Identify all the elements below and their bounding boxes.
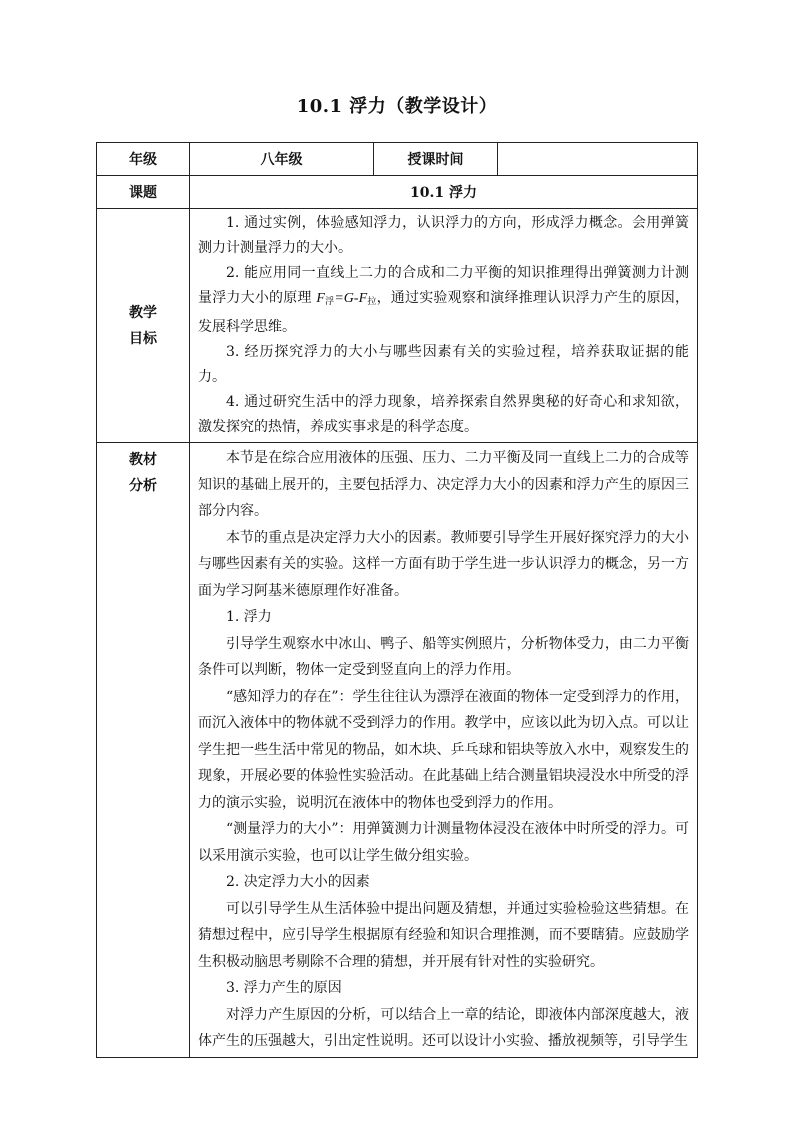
objectives-row [97,209,698,443]
analysis-paragraph: 引导学生观察水中冰山、鸭子、船等实例照片，分析物体受力，由二力平衡条件可以判断，物体一定受到竖直向上的浮力作用。 [198,635,689,678]
analysis-label-line1: 教材 [129,452,157,468]
objective-2: 2. 能应用同一直线上二力的合成和二力平衡的知识推理得出弹簧测力计测量浮力大小的原理 $F_浮=G-F_拉$，通过实验观察和演绎推理认识浮力产生的原因，发展科学思维。 [198,265,690,335]
topic-label: 课题 [97,176,190,209]
analysis-paragraph: 对浮力产生原因的分析，可以结合上一章的结论，即液体内部深度越大，液体产生的压强越大，引出定性说明。还可以设计小实验、播放视频等，引导学生 [198,1006,689,1049]
grade-label: 年级 [97,143,190,176]
analysis-label-line2: 分析 [129,478,157,494]
document-title: 10.1 浮力（教学设计） [296,96,498,117]
analysis-heading: 1. 浮力 [226,609,272,625]
analysis-heading: 2. 决定浮力大小的因素 [226,874,370,890]
topic-value: 10.1 浮力 [190,176,698,209]
analysis-row [97,443,698,1058]
time-value[interactable] [498,143,698,176]
analysis-heading: 3. 浮力产生的原因 [226,980,342,996]
formula-eq: =G-F [334,291,368,306]
analysis-paragraph: 本节的重点是决定浮力大小的因素。教师要引导学生开展好探究浮力的大小与哪些因素有关的实验。这样一方面有助于学生进一步认识浮力的概念，另一方面为学习阿基米德原理作好准备。 [198,529,689,599]
analysis-content [190,443,698,1058]
objectives-content [190,209,698,443]
analysis-paragraph: “感知浮力的存在”：学生往往认为漂浮在液面的物体一定受到浮力的作用，而沉入液体中的物体就不受到浮力的作用。教学中，应该以此为切入点。可以让学生把一些生活中常见的物品，如木块、乒乓球和铝块等放入水中，观察发生的现象，开展必要的体验性实验活动。在此基础上结合测量铝块浸没水中所受的浮力的演示实验，说明沉在液体中的物体也受到浮力的作用。 [198,688,689,811]
analysis-paragraph: 本节是在综合应用液体的压强、压力、二力平衡及同一直线上二力的合成等知识的基础上展开的，主要包括浮力、决定浮力大小的因素和浮力产生的原因三部分内容。 [198,450,689,519]
analysis-label [97,443,190,1058]
objective-4: 4. 通过研究生活中的浮力现象，培养探索自然界奥秘的好奇心和求知欲，激发探究的热情，养成实事求是的科学态度。 [198,394,689,435]
analysis-paragraph: “测量浮力的大小”：用弹簧测力计测量物体浸没在液体中时所受的浮力。可以采用演示实验，也可以让学生做分组实验。 [198,821,689,864]
objectives-label-line2: 目标 [129,330,157,347]
lesson-plan-table [96,142,698,1058]
time-label: 授课时间 [374,143,498,176]
grade-row [97,143,698,176]
analysis-paragraph: 可以引导学生从生活体验中提出问题及猜想，并通过实验检验这些猜想。在猜想过程中，应引导学生根据原有经验和知识合理推测，而不要瞎猜。应鼓励学生积极动脑思考剔除不合理的猜想，并开展有针对性的实验研究。 [198,900,689,970]
objectives-label [97,209,190,443]
grade-value: 八年级 [190,143,374,176]
topic-row [97,176,698,209]
objectives-label-line1: 教学 [129,304,157,321]
objective-3: 3. 经历探究浮力的大小与哪些因素有关的实验过程，培养获取证据的能力。 [198,344,689,385]
objective-1: 1. 通过实例，体验感知浮力，认识浮力的方向，形成浮力概念。会用弹簧测力计测量浮力的大小。 [198,215,689,256]
formula-f: F [316,291,325,306]
